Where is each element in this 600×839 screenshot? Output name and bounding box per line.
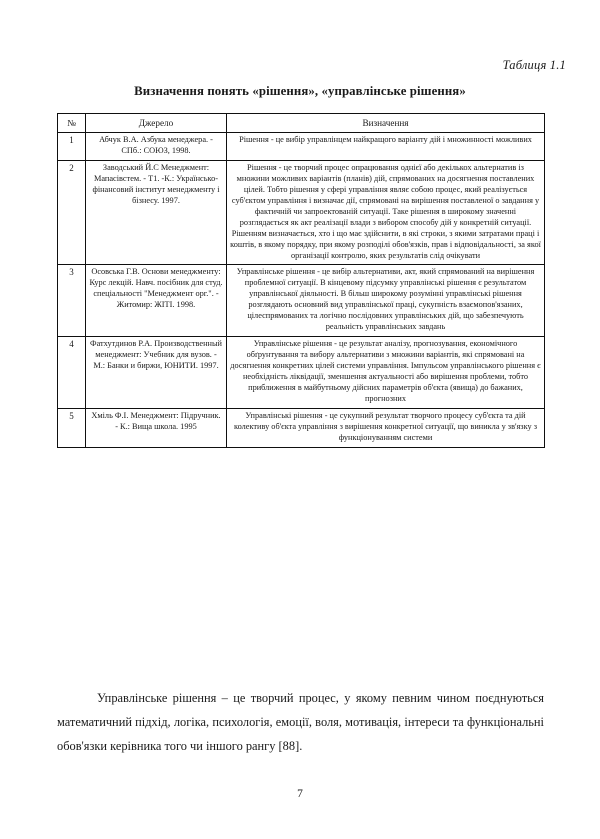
table-header-row (58, 114, 545, 133)
table-caption: Таблиця 1.1 (502, 58, 566, 72)
body-paragraph: Управлінське рішення – це творчий процес, у якому певним чином поєднуються математичний підхід, логіка, психологія, емоції, воля, мотивація, інтереси та функціональні обов'язки керівника того чи іншого рангу [88]. (57, 691, 544, 753)
column-header-definition: Визначення (227, 114, 545, 133)
table-row (58, 408, 545, 447)
column-header-source: Джерело (86, 114, 227, 133)
row-definition: Рішення - це творчий процес опрацювання однієї або декількох альтернатив із множини можливих варіантів (планів) дій, спрямованих на досягнення поставлених цілей. Тобто рішення у сфері управління являє собою процес, який реалізується суб'єктом управління і визначає дії, спрямовані на вирішення поставленої о завдання у фактичній чи запроектованій ситуації. Таке рішення в широкому значенні розглядається як акт реалізації влади з вибором способу дій у конкретній ситуації. Рішенням визначається, хто і що має здійснити, в які строки, з якими затратами праці і коштів, в якому порядку, при якому розподілі обов'язків, прав і відповідальності, за якої організації контролю, яких результатів слід очікувати (227, 161, 545, 265)
row-definition: Управлінське рішення - це вибір альтернативи, акт, який спрямований на вирішення проблемної ситуації. В кінцевому підсумку управлінські рішення є результатом управлінської діяльності. В більш широкому розумінні управлінські рішення розглядають основний вид управлінської праці, сукупність взаємопов'язаних, цілеспрямованих та логічно послідовних управлінських дій, що забезпечують реальність управлінських завдань (227, 265, 545, 337)
row-source: Хміль Ф.І. Менеджмент: Підручник. - К.: Вища школа. 1995 (86, 408, 227, 447)
row-number: 4 (58, 337, 86, 409)
row-number: 2 (58, 161, 86, 265)
table-row (58, 337, 545, 409)
table-title: Визначення понять «рішення», «управлінське рішення» (134, 84, 466, 98)
row-source: Абчук В.А. Азбука менеджера. - СПб.: СОЮЗ, 1998. (86, 133, 227, 161)
definitions-table (57, 113, 545, 448)
column-header-number: № (58, 114, 86, 133)
row-definition: Управлінське рішення - це результат аналізу, прогнозування, економічного обґрунтування та вибору альтернативи з множини варіантів, які спрямовані на досягнення конкретних цілей системи управління. Імпульсом управлінського рішення є необхідність ліквідації, зменшення актуальності або вирішення проблеми, тобто приближення в майбутньому дійсних параметрів об'єкта (явища) до бажаних, прогнозних (227, 337, 545, 409)
row-source: Заводський Й.С Менеджмент: Мапасівстем. - Т1. -К.: Українсько-фінансовий інститут менеджменту і бізнесу. 1997. (86, 161, 227, 265)
table-row (58, 161, 545, 265)
row-number: 5 (58, 408, 86, 447)
row-definition: Управлінські рішення - це сукупний результат творчого процесу суб'єкта та дій колективу об'єкта управління з вирішення конкретної ситуації, що виникла у зв'язку з функціонуванням системи (227, 408, 545, 447)
row-number: 3 (58, 265, 86, 337)
row-number: 1 (58, 133, 86, 161)
table-row (58, 133, 545, 161)
page-number: 7 (297, 788, 303, 800)
row-definition: Рішення - це вибір управлінцем найкращого варіанту дій і множинності можливих (227, 133, 545, 161)
row-source: Осовська Г.В. Основи менеджменту: Курс лекцій. Навч. посібник для студ. спеціальності "Менеджмент орг.". - Житомир: ЖІТІ. 1998. (86, 265, 227, 337)
table-row (58, 265, 545, 337)
row-source: Фатхутдинов Р.А. Производственный менеджмент: Учебник для вузов. - М.: Банки и биржи, ЮНИТИ. 1997. (86, 337, 227, 409)
